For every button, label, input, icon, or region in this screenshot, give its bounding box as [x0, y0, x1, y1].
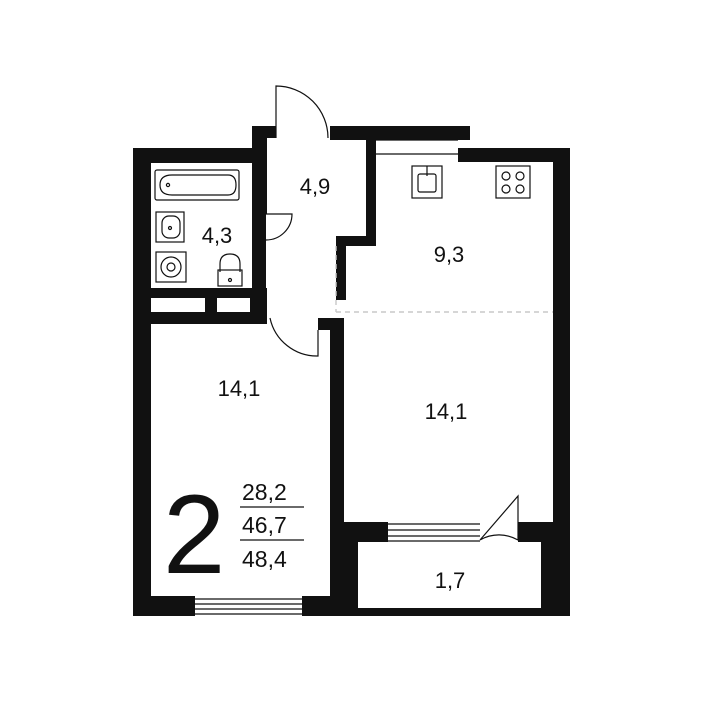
window-living — [388, 524, 480, 541]
rooms-count: 2 — [163, 472, 226, 597]
wall-left — [133, 148, 151, 616]
door-bedroom — [270, 318, 318, 356]
wall-living-bottom-left — [330, 522, 388, 542]
wall-bottom-left — [133, 596, 195, 616]
wall-hall-kitchen — [366, 126, 376, 246]
wall-bath-hall — [252, 214, 266, 294]
door-bathroom — [266, 214, 292, 240]
washing-machine-icon — [156, 252, 186, 282]
room-area-kitchen: 9,3 — [433, 242, 465, 267]
door-entrance — [276, 86, 328, 138]
room-area-bathroom: 4,3 — [201, 223, 233, 248]
window-bedroom — [195, 599, 302, 614]
wall-hall-top-right — [330, 126, 470, 140]
room-area-hall: 4,9 — [299, 174, 331, 199]
area-total: 46,7 — [242, 512, 287, 538]
wall-hall-left — [252, 126, 267, 214]
wall-living-bottom-right — [518, 522, 570, 542]
wall-balcony-right — [541, 540, 570, 616]
washbasin-icon — [156, 212, 184, 242]
window-kitchen — [376, 140, 458, 154]
wall-bedroom-right-top — [318, 318, 344, 330]
wall-top-bath — [133, 148, 253, 163]
area-living: 28,2 — [242, 479, 287, 505]
room-area-balcony: 1,7 — [434, 568, 466, 593]
bathtub-icon — [155, 170, 239, 200]
wall-bedroom-right — [330, 318, 344, 616]
apartment-summary — [163, 472, 304, 597]
wall-right — [553, 148, 570, 540]
room-area-living-room: 14,1 — [424, 399, 468, 424]
stove-icon — [496, 166, 530, 198]
wall-balcony-bottom — [344, 608, 570, 616]
door-balcony — [480, 496, 518, 540]
wall-bath-bottom — [133, 288, 267, 298]
toilet-icon — [218, 254, 242, 286]
kitchen-sink-icon — [412, 166, 442, 198]
wall-hall-top-left — [252, 126, 276, 138]
wall-hall-right — [336, 236, 346, 300]
wall-bottom-right — [302, 596, 344, 616]
wall-bath-bottom-2 — [133, 312, 267, 324]
wall-balcony-left — [344, 540, 358, 616]
area-total-with-balcony: 48,4 — [242, 546, 287, 572]
wall-shaft-1 — [205, 288, 217, 324]
wall-shaft-2 — [250, 288, 267, 324]
room-area-bedroom: 14,1 — [217, 376, 261, 401]
